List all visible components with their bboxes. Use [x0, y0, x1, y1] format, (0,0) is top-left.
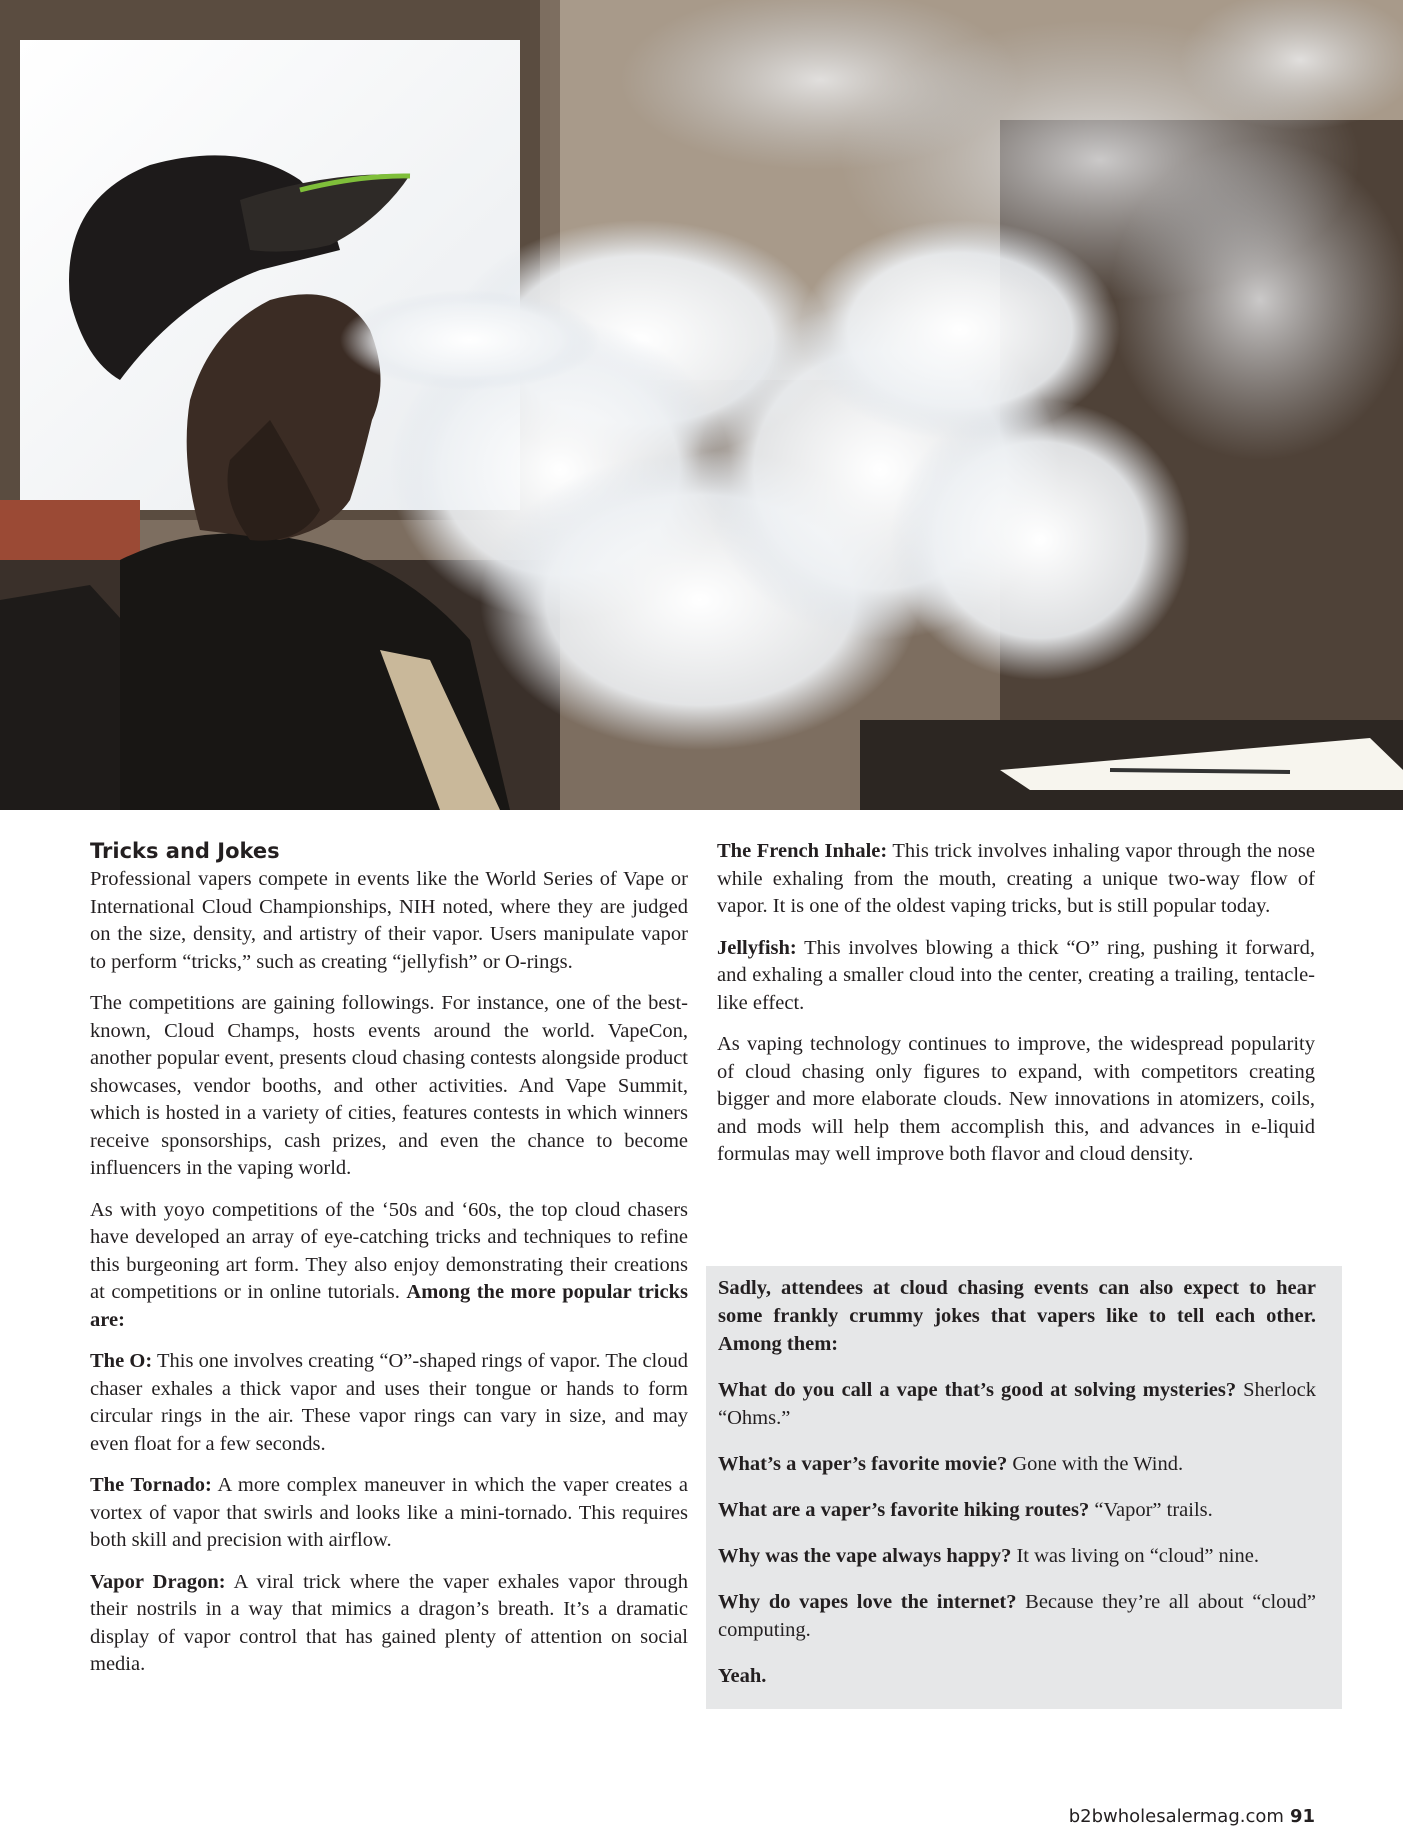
trick-name: The French Inhale: [717, 840, 888, 862]
jokes-sidebar-box [706, 1266, 1342, 1709]
trick-name: Jellyfish: [717, 936, 797, 959]
joke-answer: Sherlock “Ohms.” [718, 1379, 1316, 1429]
joke-question: What are a vaper’s favorite hiking routes? [718, 1499, 1090, 1521]
jokes-outro [718, 1662, 1316, 1690]
trick-desc: A more complex maneuver in which the vaper creates a vortex of vapor that swirls and looks like a mini-tornado. This requires both skill and precision with airflow. [90, 1474, 688, 1551]
hero-photo-man-exhaling-vapor [0, 0, 1403, 810]
article-column-left [90, 838, 688, 1693]
trick-desc: This involves blowing a thick “O” ring, pushing it forward, and exhaling a smaller cloud into the center, creating a trailing, tentacle-like effect. [717, 936, 1315, 1014]
joke-item [718, 1376, 1316, 1432]
paragraph-yoyo [90, 1197, 688, 1335]
paragraph-competitions-intro: Professional vapers compete in events like the World Series of Vape or International Cloud Championships, NIH noted, where they are judged on the size, density, and artistry of their vapor. Users manipulate vapor to perform “tricks,” such as creating “jellyfish” or O-rings. [90, 868, 688, 973]
joke-question: Why do vapes love the internet? [718, 1591, 1017, 1613]
trick-name: The Tornado: [90, 1474, 212, 1496]
joke-question: Why was the vape always happy? [718, 1545, 1012, 1567]
footer-site-url: b2bwholesalermag.com [1068, 1806, 1284, 1827]
trick-the-o [90, 1348, 688, 1458]
joke-item [718, 1542, 1316, 1570]
section-heading: Tricks and Jokes [90, 839, 280, 863]
article-column-right [717, 838, 1315, 1183]
joke-item [718, 1450, 1316, 1478]
trick-french-inhale [717, 838, 1315, 921]
joke-answer: Because they’re all about “cloud” computing. [718, 1591, 1316, 1641]
trick-vapor-dragon [90, 1569, 688, 1679]
joke-answer: “Vapor” trails. [1089, 1499, 1213, 1521]
joke-item [718, 1588, 1316, 1644]
paragraph-competitions-followings: The competitions are gaining followings. For instance, one of the best-known, Cloud Champs, hosts events around the world. VapeCon, another popular event, presents cloud chasing contests alongside product showcases, vendor booths, and other activities. And Vape Summit, which is hosted in a variety of cities, features contests in which winners receive sponsorships, cash prizes, and even the chance to become influencers in the vaping world. [90, 992, 688, 1179]
trick-desc: This one involves creating “O”-shaped rings of vapor. The cloud chaser exhales a thick vapor and uses their tongue or hands to form circular rings in the air. These vapor rings can vary in size, and may even float for a few seconds. [90, 1350, 689, 1455]
joke-answer: It was living on “cloud” nine. [1011, 1545, 1259, 1567]
trick-name: The O: [90, 1350, 153, 1372]
paragraph-yoyo-bold-tail: Among the more popular tricks are: [90, 1281, 688, 1331]
trick-desc: A viral trick where the vaper exhales vapor through their nostrils in a way that mimics a dragon’s breath. It’s a dramatic display of vapor control that has gained plenty of attention on social media. [90, 1570, 689, 1675]
joke-question: What’s a vaper’s favorite movie? [718, 1453, 1008, 1475]
jokes-outro-text: Yeah. [718, 1665, 767, 1687]
paragraph-closing: As vaping technology continues to improve, the widespread popularity of cloud chasing only figures to expand, with competitors creating bigger and more elaborate clouds. New innovations in atomizers, coils, and mods will help them accomplish this, and advances in e-liquid formulas may well improve both flavor and cloud density. [717, 1033, 1315, 1165]
joke-item [718, 1496, 1316, 1524]
trick-desc: This trick involves inhaling vapor through the nose while exhaling from the mouth, creating a unique two-way flow of vapor. It is one of the oldest vaping tricks, but is still popular today. [717, 840, 1315, 917]
paragraph-yoyo-text: As with yoyo competitions of the ‘50s and ‘60s, the top cloud chasers have developed an array of eye-catching tricks and techniques to refine this burgeoning art form. They also enjoy demonstrating their creations at competitions or in online tutorials. [90, 1198, 688, 1303]
page-footer [1069, 1806, 1315, 1827]
trick-name: Vapor Dragon: [90, 1570, 226, 1593]
jokes-intro [718, 1274, 1316, 1358]
jokes-intro-text: Sadly, attendees at cloud chasing events can also expect to hear some frankly crummy jokes that vapers like to tell each other. Among them: [718, 1277, 1316, 1355]
joke-question: What do you call a vape that’s good at solving mysteries? [718, 1379, 1237, 1401]
joke-answer: Gone with the Wind. [1007, 1453, 1184, 1475]
trick-jellyfish [717, 935, 1315, 1018]
trick-tornado [90, 1472, 688, 1555]
page-number: 91 [1289, 1806, 1315, 1827]
